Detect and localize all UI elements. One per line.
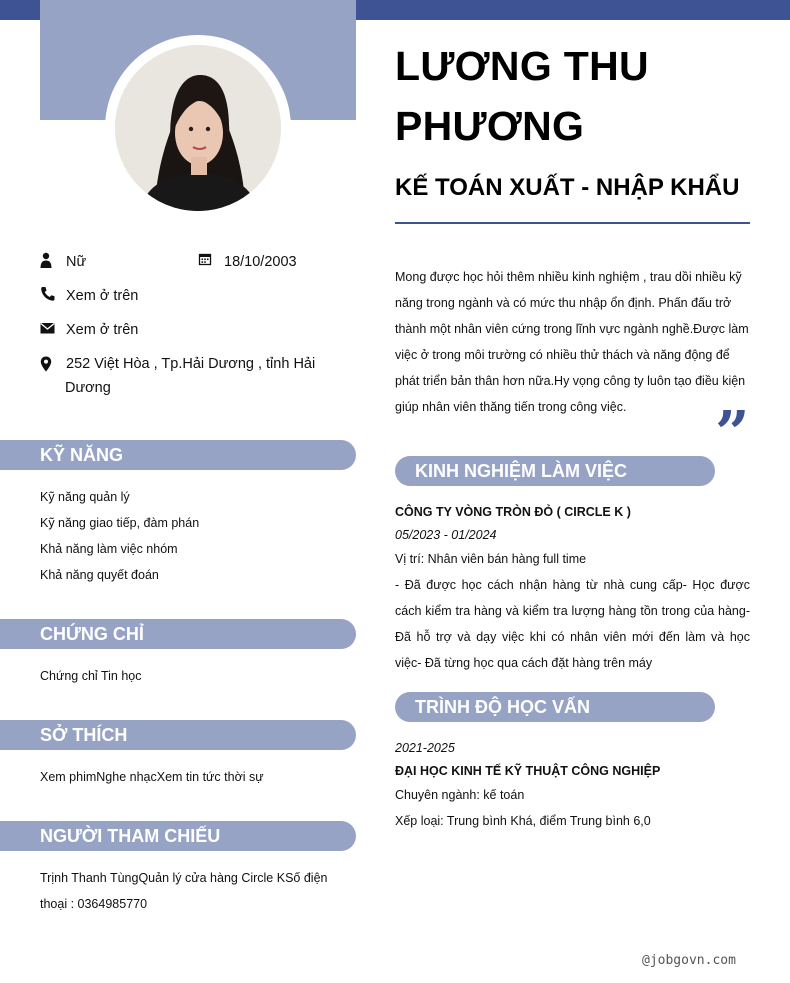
birthdate-row xyxy=(198,250,297,274)
mail-icon xyxy=(40,320,56,336)
gender-value: Nữ xyxy=(66,254,87,270)
career-objective: Mong được học hỏi thêm nhiều kinh nghiệm , trau dồi nhiều kỹ năng trong ngành và có mức thu nhập ổn định. Phấn đấu trở thành một nhân viên cứng trong lĩnh vực ngành nghề.Được làm việc ở trong môi trường có nhiều thử thách và năng động để phát triển bản thân hơn nữa.Hy vọng công ty luôn tạo điều kiện giúp nhân viên thăng tiến trong công việc. xyxy=(395,270,749,414)
certificate-item: Chứng chỉ Tin học xyxy=(40,669,142,683)
gender-row xyxy=(40,250,86,274)
person-icon xyxy=(40,252,56,268)
education-heading: TRÌNH ĐỘ HỌC VẤN xyxy=(395,692,715,722)
references-text: Trịnh Thanh TùngQuản lý cửa hàng Circle KSố điện thoại : 0364985770 xyxy=(40,871,328,911)
references-heading: NGƯỜI THAM CHIẾU xyxy=(0,821,356,851)
address-value: 252 Việt Hòa , Tp.Hải Dương , tỉnh Hải Dương xyxy=(65,356,316,396)
hobbies-text: Xem phimNghe nhạcXem tin tức thời sự xyxy=(40,770,264,784)
skill-item: Kỹ năng giao tiếp, đàm phán xyxy=(40,516,200,530)
email-row xyxy=(40,318,138,342)
calendar-icon xyxy=(198,252,214,268)
hobbies-heading: SỞ THÍCH xyxy=(0,720,356,750)
education-major: Chuyên ngành: kế toán xyxy=(395,788,525,802)
experience-description: - Đã được học cách nhận hàng từ nhà cung cấp- Học được cách kiểm tra hàng và kiểm tra lượng hàng tồn trong của hàng- Đã hỗ trợ và dạy việc khi có nhân viên mới đến làm và học việc- Đã từng học qua cách đặt hàng trên máy xyxy=(395,578,750,670)
birthdate-value: 18/10/2003 xyxy=(224,254,297,270)
skill-item: Khả năng quyết đoán xyxy=(40,568,159,582)
address-row xyxy=(40,352,330,400)
skill-item: Khả năng làm việc nhóm xyxy=(40,542,178,556)
watermark: @jobgovn.com xyxy=(642,953,736,968)
experience-heading: KINH NGHIỆM LÀM VIỆC xyxy=(395,456,715,486)
experience-company: CÔNG TY VÒNG TRÒN ĐỎ ( CIRCLE K ) xyxy=(395,505,631,519)
profile-photo xyxy=(115,45,281,211)
phone-icon xyxy=(40,286,56,302)
location-pin-icon xyxy=(40,356,56,372)
certificates-heading: CHỨNG CHỈ xyxy=(0,619,356,649)
education-grade: Xếp loại: Trung bình Khá, điểm Trung bình 6,0 xyxy=(395,814,651,828)
email-value: Xem ở trên xyxy=(66,322,139,338)
skills-heading: KỸ NĂNG xyxy=(0,440,356,470)
phone-value: Xem ở trên xyxy=(66,288,139,304)
experience-period: 05/2023 - 01/2024 xyxy=(395,528,497,542)
candidate-name: LƯƠNG THU PHƯƠNG xyxy=(395,43,649,149)
education-school: ĐẠI HỌC KINH TẾ KỸ THUẬT CÔNG NGHIỆP xyxy=(395,764,661,778)
experience-position: Vị trí: Nhân viên bán hàng full time xyxy=(395,552,587,566)
title-divider xyxy=(395,222,750,224)
phone-row xyxy=(40,284,138,308)
skill-item: Kỹ năng quản lý xyxy=(40,490,130,504)
job-title: KẾ TOÁN XUẤT - NHẬP KHẨU xyxy=(395,174,740,201)
quote-icon: ” xyxy=(715,399,750,469)
education-period: 2021-2025 xyxy=(395,741,455,755)
